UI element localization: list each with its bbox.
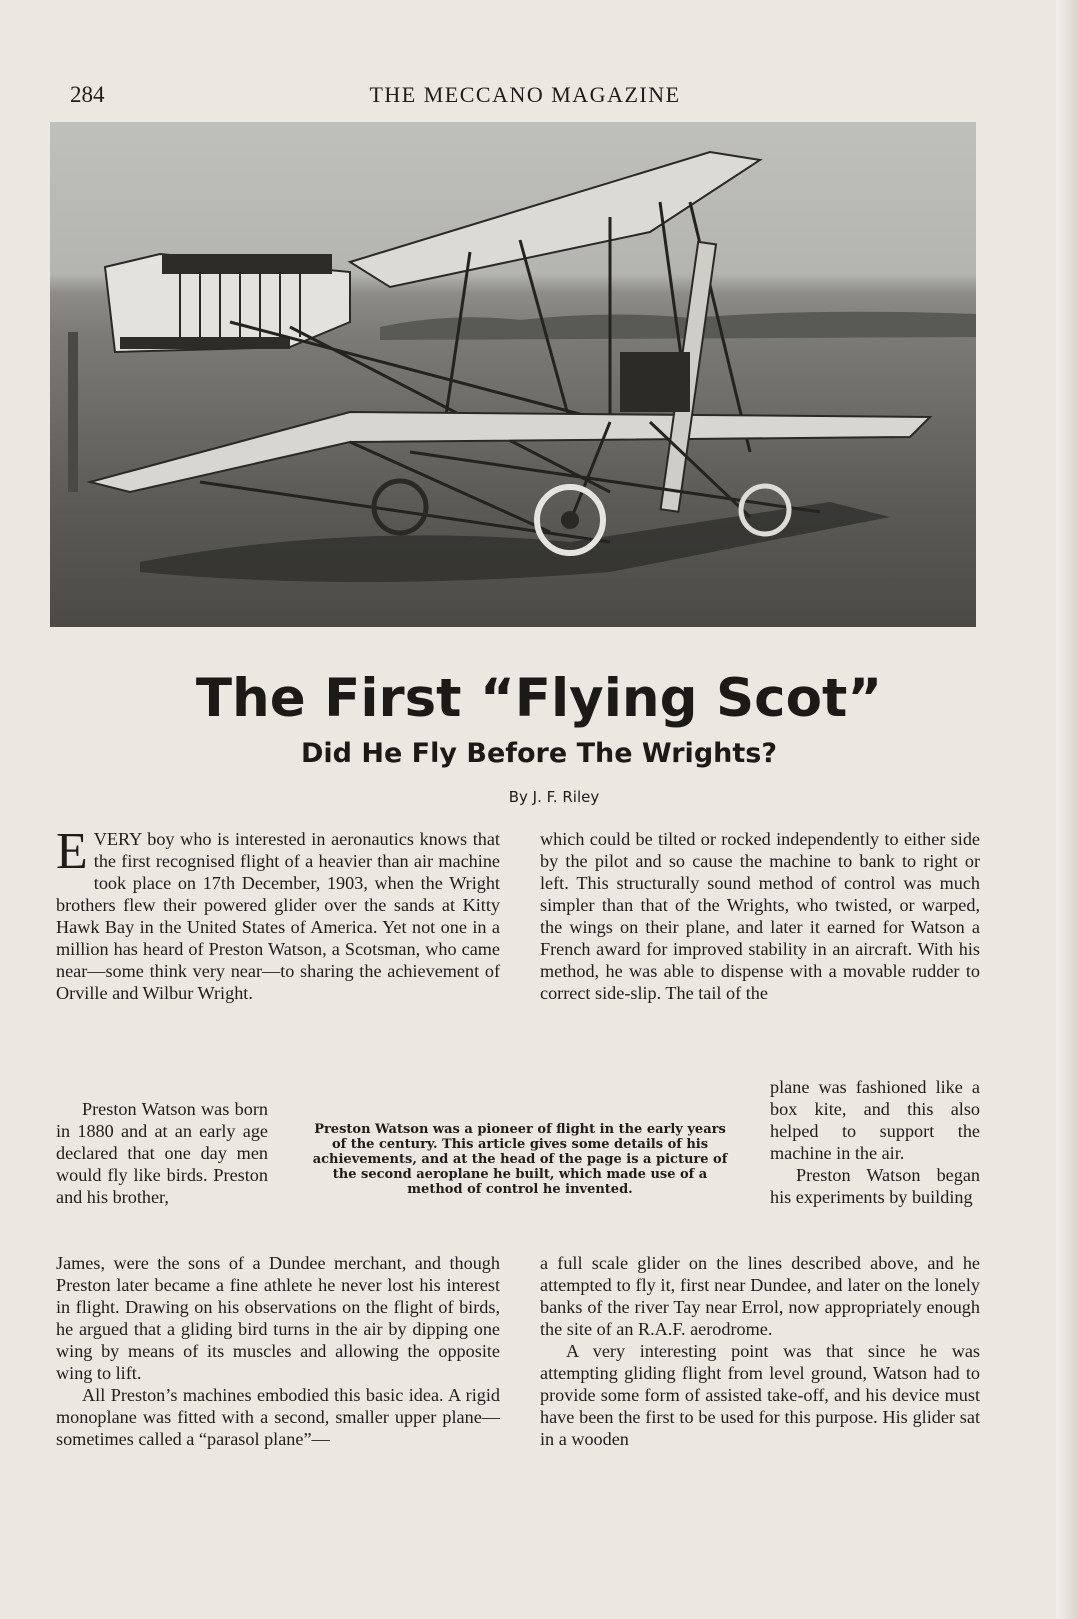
left-column-bottom	[56, 1252, 500, 1450]
right-column-bottom	[540, 1252, 980, 1450]
left-column-top	[56, 823, 500, 1004]
paragraph-6: A very interesting point was that since he was attempting gliding flight from level ground, Watson had to provide some form of assisted take-off, and his device must have been the first to be used for this purpose. His glider sat in a wooden	[540, 1341, 980, 1449]
paragraph-5-end: a full scale glider on the lines described above, and he attempted to fly it, first near Dundee, and later on the lonely banks of the river Tay near Errol, now appropriately enough the site of an R.A.F. aerodrome.	[540, 1253, 980, 1339]
paragraph-1-text: VERY boy who is interested in aeronautics knows that the first recognised flight of a heavier than air machine took place on 17th December, 1903, when the Wright brothers flew their powered glider over the sands at Kitty Hawk Bay in the United States of America. Yet not one in a million has heard of Preston Watson, a Scotsman, who came near—some think very near—to sharing the achievement of Orville and Wilbur Wright.	[56, 829, 500, 1003]
drop-cap: E	[56, 823, 88, 880]
page-edge	[1056, 0, 1078, 1619]
article-subtitle: Did He Fly Before The Wrights?	[300, 738, 778, 769]
aeroplane-illustration	[50, 122, 976, 627]
running-title: THE MECCANO MAGAZINE	[369, 82, 681, 107]
paragraph-1	[56, 823, 500, 1004]
right-column-top	[540, 828, 980, 1004]
paragraph-4: which could be tilted or rocked independently to either side by the pilot and so cause the machine to bank to right or left. This structurally sound method of control was much simpler than that of the Wrights, who twisted, or warped, the wings on their plane, and later it earned for Watson a French award for improved stability in an aircraft. With his method, he was able to dispense with a movable rudder to correct side-slip. The tail of the	[540, 829, 980, 1003]
byline: By J. F. Riley	[508, 788, 600, 806]
right-column-narrow	[770, 1076, 980, 1208]
page-number: 284	[70, 82, 105, 107]
aeroplane-photo	[50, 122, 976, 627]
paragraph-3: All Preston’s machines embodied this basic idea. A rigid monoplane was fitted with a second, smaller upper plane—sometimes called a “parasol plane”—	[56, 1385, 500, 1449]
article-title: The First “Flying Scot”	[195, 668, 883, 729]
paragraph-2-end: James, were the sons of a Dundee merchant, and though Preston later became a fine athlete he never lost his interest in flight. Drawing on his observations on the flight of birds, he argued that a gliding bird turns in the air by dipping one wing by means of its muscles and allowing the opposite wing to lift.	[56, 1253, 500, 1383]
left-column-narrow	[56, 1098, 268, 1208]
paragraph-2-start: Preston Watson was born in 1880 and at an early age declared that one day men would fly like birds. Preston and his brother,	[56, 1099, 268, 1207]
page-header	[70, 82, 980, 114]
photo-caption: Preston Watson was a pioneer of flight in the early years of the century. This article gives some details of his achievements, and at the head of the page is a picture of the second aeroplane he built, which made use of a method of control he invented.	[312, 1122, 728, 1197]
paragraph-5-start: Preston Watson began his experiments by building	[770, 1165, 980, 1207]
paragraph-4-end: plane was fashioned like a box kite, and this also helped to support the machine in the air.	[770, 1077, 980, 1163]
